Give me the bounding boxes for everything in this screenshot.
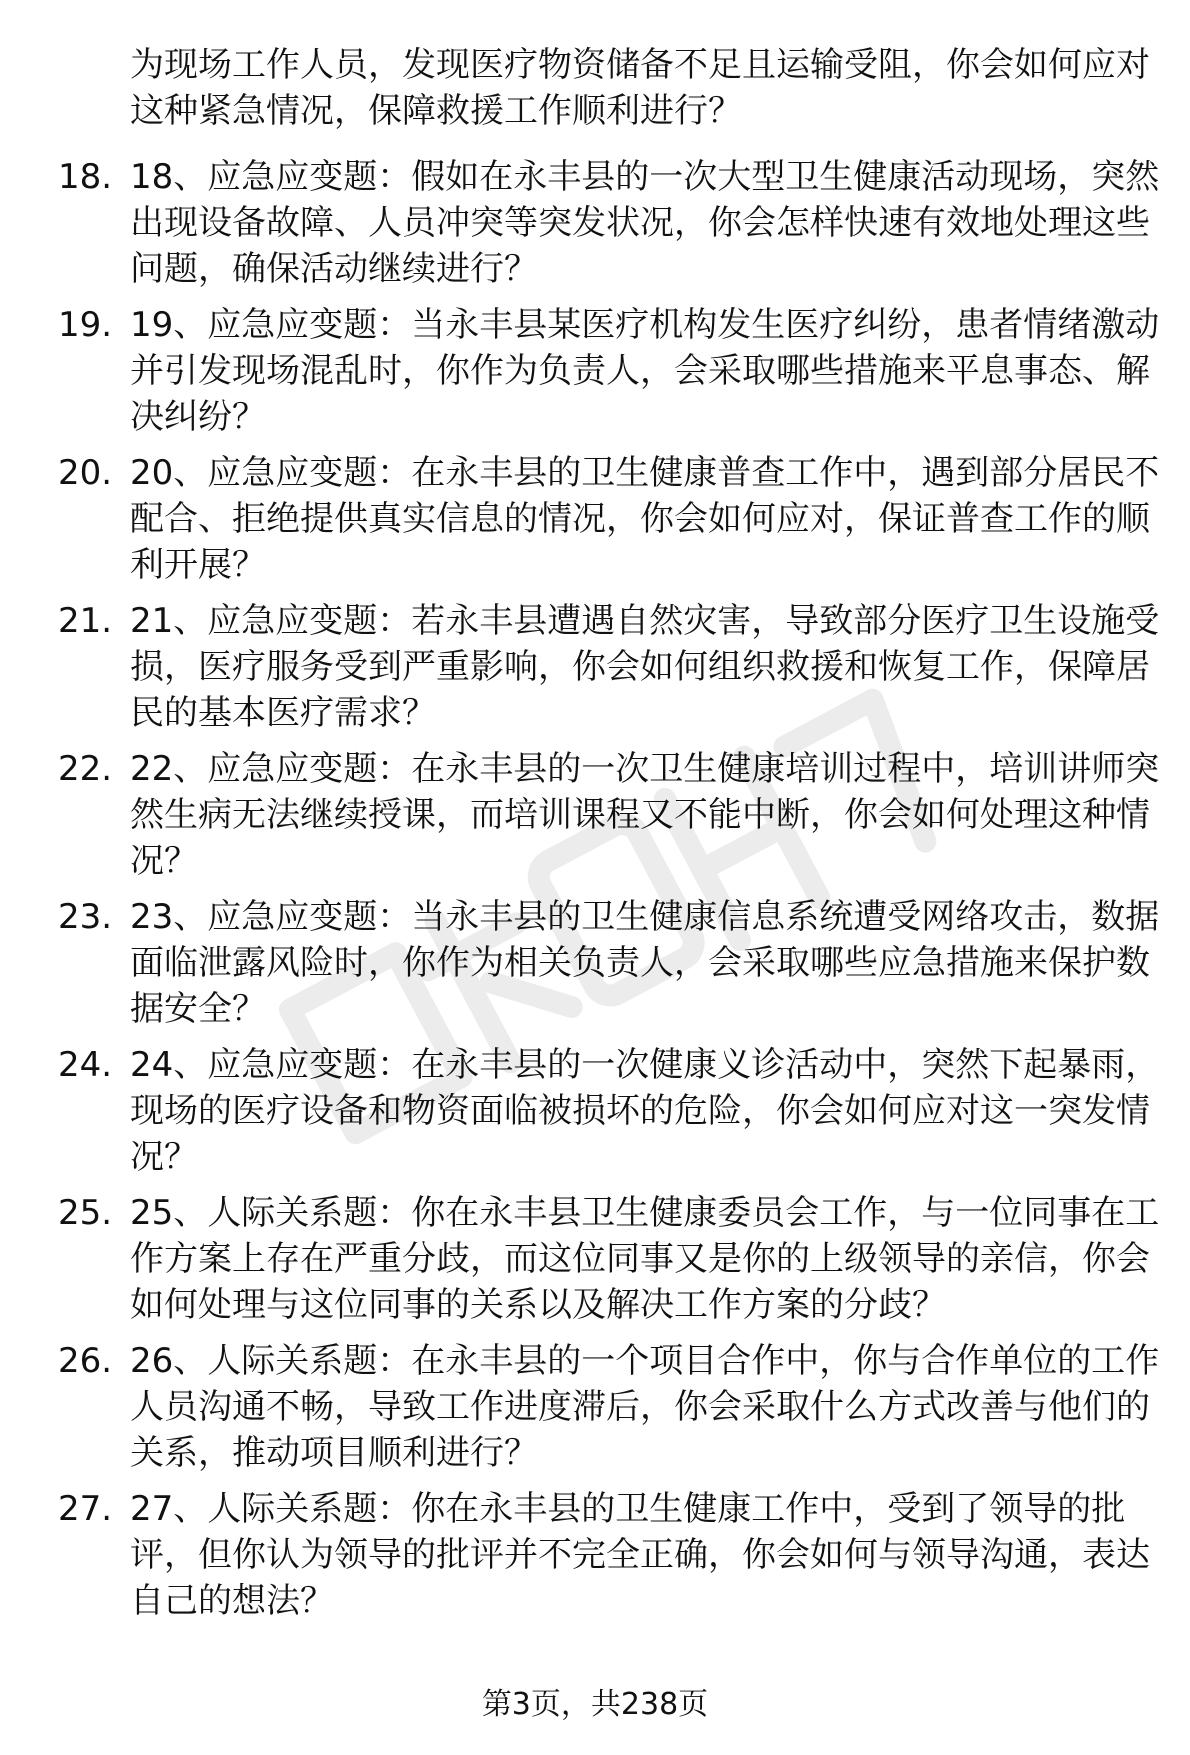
question-item [0, 1042, 1190, 1190]
question-number: 20. [58, 453, 113, 493]
question-text: 27、人际关系题：你在永丰县的卫生健康工作中，受到了领导的批评，但你认为领导的批评并不完全正确，你会如何与领导沟通，表达自己的想法？ [130, 1489, 1150, 1621]
question-item [0, 450, 1190, 598]
question-text: 25、人际关系题：你在永丰县卫生健康委员会工作，与一位同事在工作方案上存在严重分歧，而这位同事又是你的上级领导的亲信，你会如何处理与这位同事的关系以及解决工作方案的分歧？ [130, 1193, 1160, 1325]
question-item [0, 894, 1190, 1042]
question-text: 21、应急应变题：若永丰县遭遇自然灾害，导致部分医疗卫生设施受损，医疗服务受到严重影响，你会如何组织救援和恢复工作，保障居民的基本医疗需求？ [130, 601, 1160, 733]
question-text: 22、应急应变题：在永丰县的一次卫生健康培训过程中，培训讲师突然生病无法继续授课，而培训课程又不能中断，你会如何处理这种情况？ [130, 749, 1160, 881]
question-item [0, 1338, 1190, 1486]
question-text: 24、应急应变题：在永丰县的一次健康义诊活动中，突然下起暴雨，现场的医疗设备和物资面临被损坏的危险，你会如何应对这一突发情况？ [130, 1045, 1160, 1177]
question-item [0, 1190, 1190, 1338]
continued-question-text: 为现场工作人员，发现医疗物资储备不足且运输受阻，你会如何应对这种紧急情况，保障救援工作顺利进行？ [130, 45, 1150, 131]
question-item [0, 302, 1190, 450]
question-number: 27. [58, 1489, 113, 1529]
question-text: 26、人际关系题：在永丰县的一个项目合作中，你与合作单位的工作人员沟通不畅，导致工作进度滞后，你会采取什么方式改善与他们的关系，推动项目顺利进行？ [130, 1341, 1160, 1473]
page-number-footer: 第3页，共238页 [481, 1687, 709, 1722]
question-text: 20、应急应变题：在永丰县的卫生健康普查工作中，遇到部分居民不配合、拒绝提供真实信息的情况，你会如何应对，保证普查工作的顺利开展？ [130, 453, 1160, 585]
question-item [0, 598, 1190, 746]
question-number: 23. [58, 897, 113, 937]
question-text: 19、应急应变题：当永丰县某医疗机构发生医疗纠纷，患者情绪激动并引发现场混乱时，你作为负责人，会采取哪些措施来平息事态、解决纠纷？ [130, 305, 1160, 437]
question-number: 24. [58, 1045, 113, 1085]
question-item [0, 746, 1190, 894]
question-number: 19. [58, 305, 113, 345]
question-number: 22. [58, 749, 113, 789]
question-item [0, 1486, 1190, 1634]
question-number: 18. [58, 157, 113, 197]
question-number: 26. [58, 1341, 113, 1381]
question-text: 23、应急应变题：当永丰县的卫生健康信息系统遭受网络攻击，数据面临泄露风险时，你作为相关负责人，会采取哪些应急措施来保护数据安全？ [130, 897, 1160, 1029]
question-number: 21. [58, 601, 113, 641]
question-number: 25. [58, 1193, 113, 1233]
question-text: 18、应急应变题：假如在永丰县的一次大型卫生健康活动现场，突然出现设备故障、人员冲突等突发状况，你会怎样快速有效地处理这些问题，确保活动继续进行？ [130, 157, 1160, 289]
question-item [0, 154, 1190, 302]
question-list [0, 154, 1190, 1634]
